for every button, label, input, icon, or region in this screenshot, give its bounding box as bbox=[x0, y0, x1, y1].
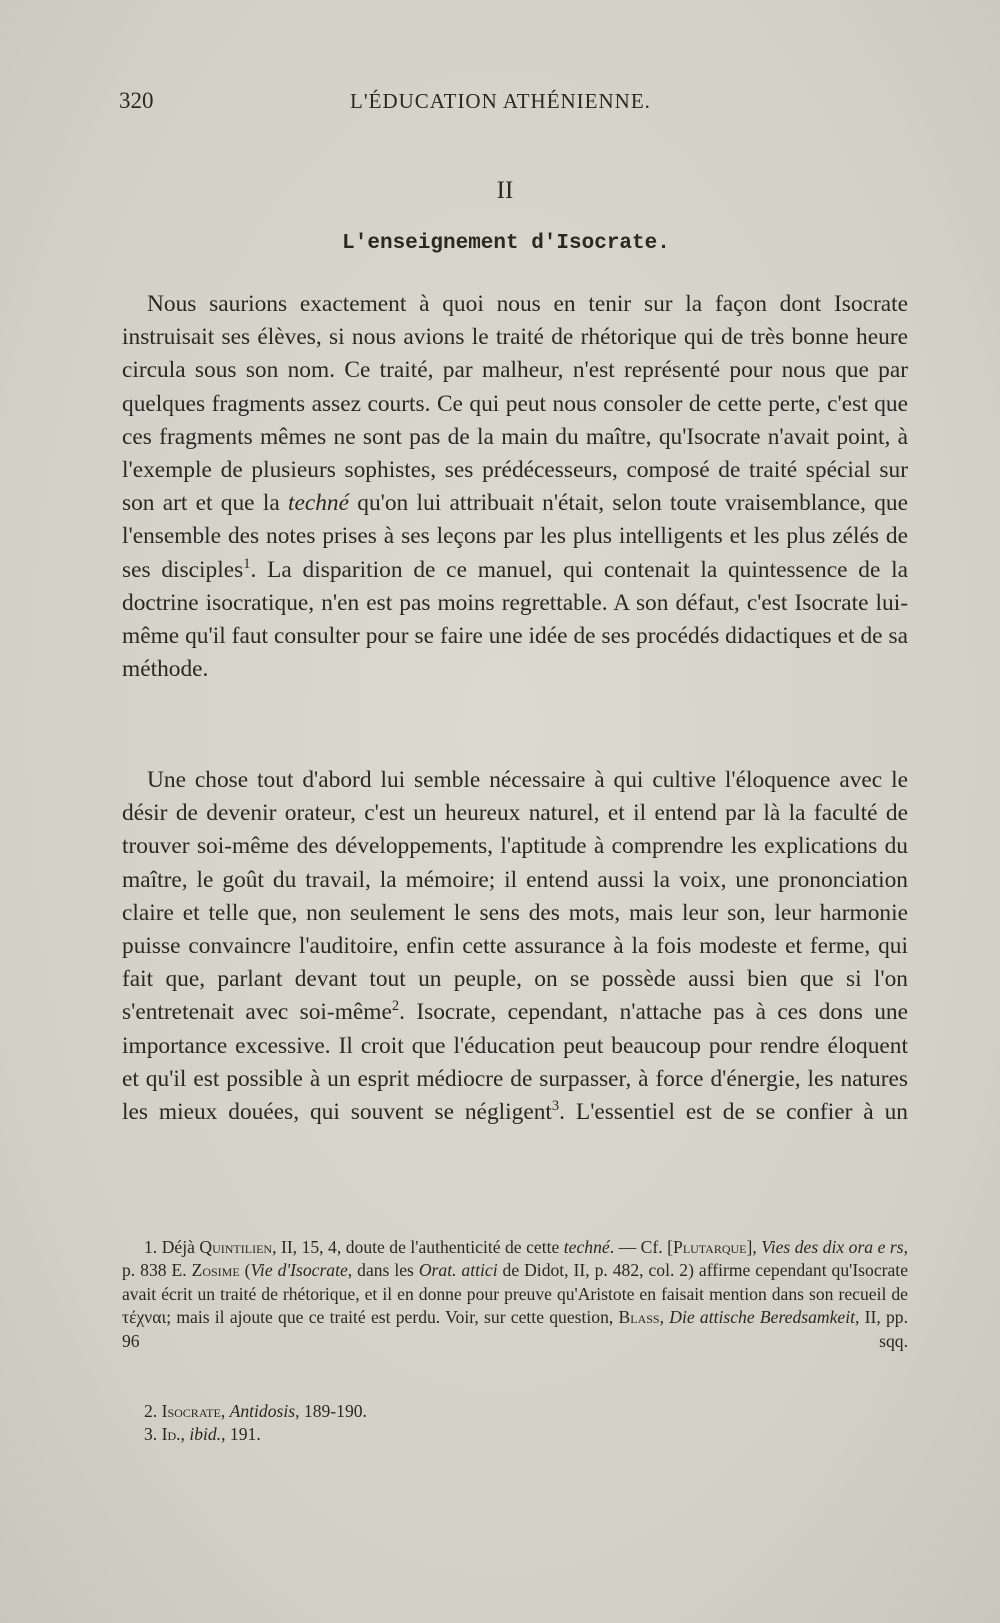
paragraph-1-part-3: . La disparition de ce manuel, qui contenait la quintessence de la doctrine isocratique, n'en est pas moins regrettable. A son défaut, c'est Isocrate lui-même qu'il faut consulter pour se faire une idée de ses procédés didactiques et de sa méthode. bbox=[122, 556, 908, 683]
footnotes bbox=[122, 1236, 908, 1447]
author-zosime: Zosime bbox=[191, 1260, 240, 1281]
work-vie-disocrate: Vie d'Isocrate bbox=[250, 1260, 348, 1281]
running-title: L'ÉDUCATION ATHÉNIENNE. bbox=[350, 89, 651, 113]
footnote-3: 3. Id., ibid., 191. bbox=[144, 1424, 261, 1445]
section-number: II bbox=[496, 177, 514, 204]
author-blass: Blass bbox=[618, 1307, 660, 1328]
author-plutarque: Plutarque bbox=[673, 1237, 747, 1257]
work-vies-des-dix-orateurs: Vies des dix ora e rs bbox=[761, 1237, 904, 1257]
paragraph-2-part-3: . L'essentiel est de se confier à un bbox=[559, 1099, 908, 1126]
author-quintilien: Quintilien bbox=[199, 1237, 273, 1257]
author-id: Id. bbox=[161, 1424, 181, 1445]
work-orat-attici: Orat. attici bbox=[418, 1260, 498, 1281]
footnote-3-number: 3. bbox=[144, 1424, 158, 1445]
paragraph-1-part-1: Nous saurions exactement à quoi nous en tenir sur la façon dont Isocrate instruisait ses élèves, si nous avions le traité de rhétorique qui de très bonne heure circula sous son nom. Ce traité, par malheur, n'est représenté pour nous que par quelques fragments assez courts. Ce qui peut nous consoler de cette perte, c'est que ces fragments mêmes ne sont pas de la main du maître, qu'Isocrate n'avait point, à l'exemple de plusieurs sophistes, ses prédécesseurs, composé de traité spécial sur son art et que la bbox=[122, 291, 908, 517]
footnote-1: 1. Déjà Quintilien, II, 15, 4, doute de l'authenticité de cette techné. — Cf. [Plutarque], Vies des dix ora e rs, p. 838 E. Zosime (Vie d'Isocrate, dans les Orat. attici de Didot, II, p. 482, col. 2) affirme cependant qu'Isocrate avait écrit un traité de rhétorique, et il en donne pour preuve qu'Aristote en faisait mention dans son recueil de τέχναι; mais il ajoute que ce traité est perdu. Voir, sur cette question, Blass, Die attische Beredsamkeit, II, pp. 96 sqq. bbox=[122, 1237, 908, 1351]
page-number: 320 bbox=[119, 88, 154, 113]
techne-term: techné bbox=[287, 490, 349, 517]
footnote-1-number: 1. bbox=[144, 1237, 158, 1257]
work-ibid: ibid. bbox=[189, 1424, 222, 1445]
author-isocrate: Isocrate bbox=[161, 1401, 221, 1421]
work-attische-beredsamkeit: Die attische Beredsamkeit bbox=[669, 1307, 855, 1328]
section-title: L'enseignement d'Isocrate. bbox=[342, 232, 670, 255]
paragraph-2-part-2: . Isocrate, cependant, n'attache pas à ces dons une importance excessive. Il croit que l'éducation peut beaucoup pour rendre éloquent et qu'il est possible à un esprit médiocre de surpasser, à force d'énergie, les natures les mieux douées, qui souvent se négligent bbox=[122, 999, 908, 1126]
footnote-ref-2[interactable]: 2 bbox=[391, 998, 400, 1015]
paragraph-2 bbox=[122, 764, 908, 1209]
paragraph-2-part-1: Une chose tout d'abord lui semble nécessaire à qui cultive l'éloquence avec le désir de devenir orateur, c'est un heureux naturel, et il entend par là la faculté de trouver soi-même des développements, l'aptitude à comprendre les explications du maître, le goût du travail, la mémoire; il entend aussi la voix, une prononciation claire et telle que, non seulement le sens des mots, mais leur son, leur harmonie puisse convaincre l'auditoire, enfin cette assurance à la fois modeste et ferme, qui fait que, parlant devant tout un peuple, on se possède aussi bien que si l'on s'entretenait avec soi-même bbox=[122, 767, 908, 1026]
footnote-2-number: 2. bbox=[144, 1401, 158, 1421]
paragraph-1 bbox=[122, 288, 908, 758]
footnote-2: 2. Isocrate, Antidosis, 189-190. bbox=[144, 1401, 367, 1421]
footnote-ref-1[interactable]: 1 bbox=[243, 555, 251, 572]
greek-technai: τέχναι bbox=[122, 1307, 167, 1328]
paragraph-1-part-2: qu'on lui attribuait n'était, selon toute vraisemblance, que l'ensemble des notes prises à ses leçons par les plus intelligents et les plus zélés de ses disciples bbox=[122, 490, 908, 583]
footnote-ref-3[interactable]: 3 bbox=[551, 1098, 560, 1115]
work-antidosis: Antidosis bbox=[229, 1401, 296, 1421]
